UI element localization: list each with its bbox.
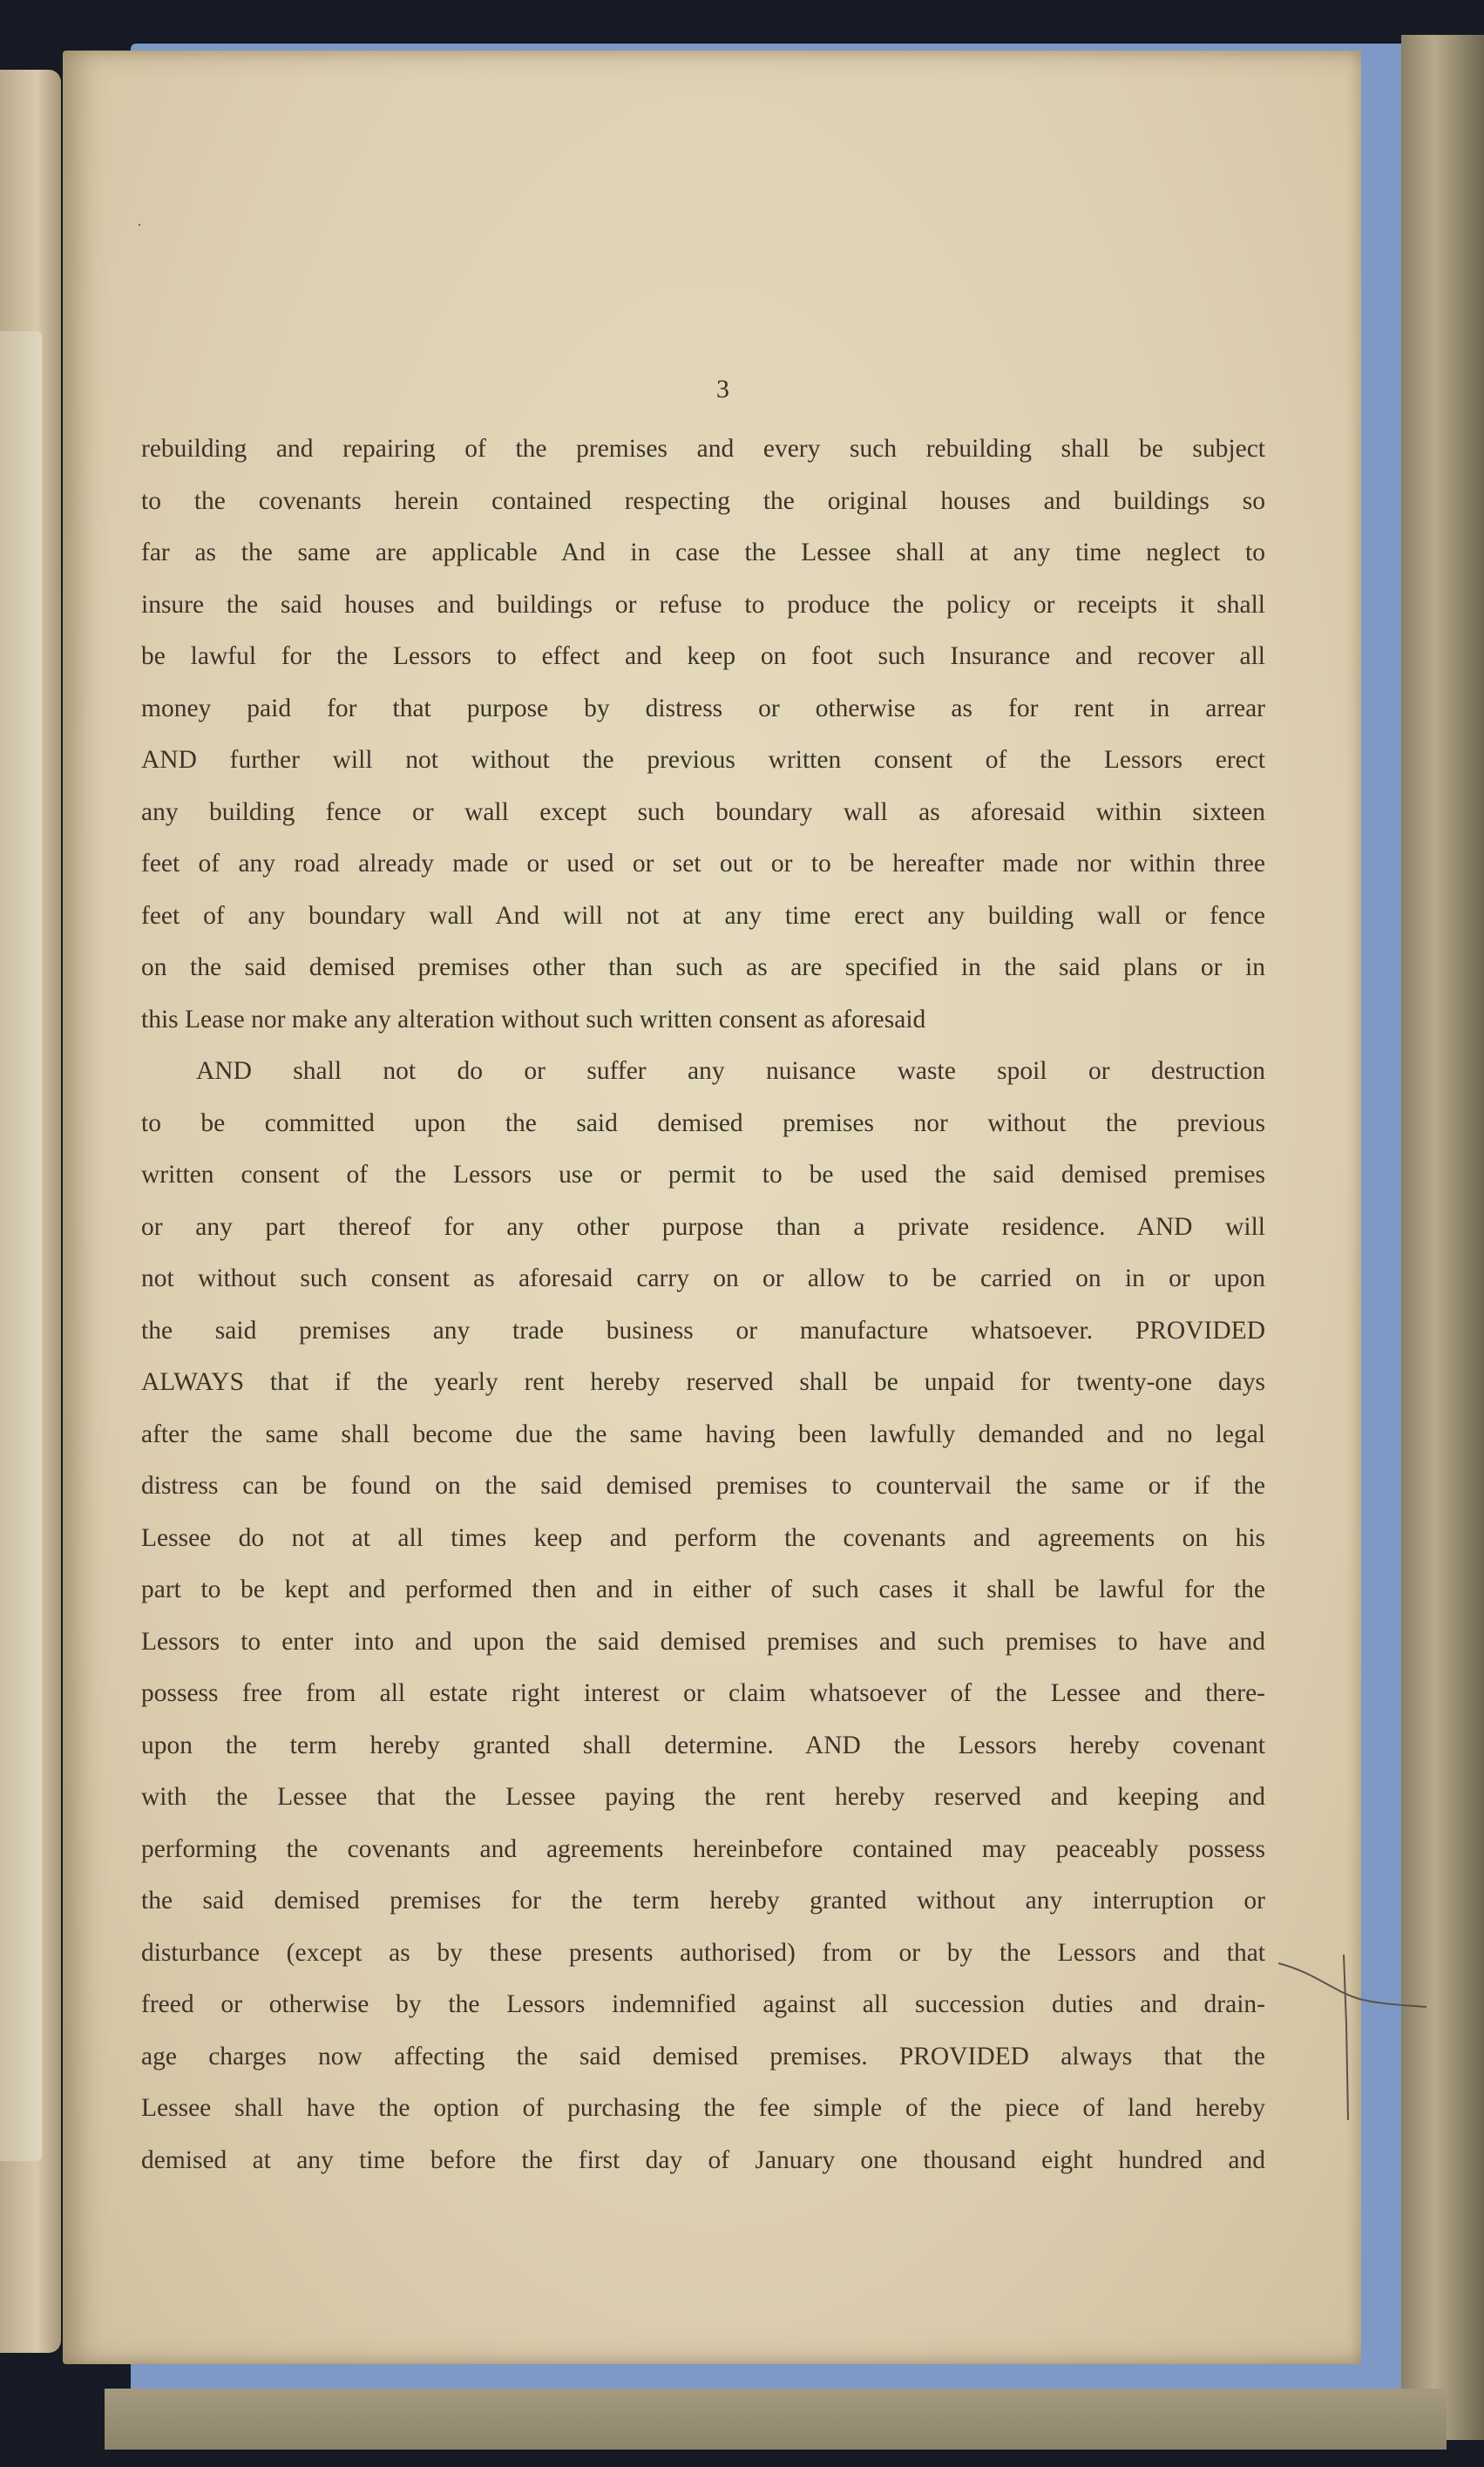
text-line: part to be kept and performed then and in either of such cases it shall be lawful for the [141,1576,1265,1603]
text-line: the said premises any trade business or manufacture whatsoever. PROVIDED [141,1316,1265,1345]
document-page [63,51,1361,2364]
text-line: Lessors to enter into and upon the said demised premises and such premises to have and [141,1627,1265,1656]
text-line: feet of any road already made or used or set out or to be hereafter made nor within three [141,850,1265,878]
text-line: to the covenants herein contained respecting the original houses and buildings so [141,486,1265,515]
text-line: this Lease nor make any alteration without such written consent as aforesaid [141,1005,926,1034]
page-number: 3 [716,375,729,403]
text-line: be lawful for the Lessors to effect and keep on foot such Insurance and recover all [141,642,1265,670]
page-stack-bottom [105,2389,1447,2450]
text-line: possess free from all estate right interest or claim whatsoever of the Lessee and there- [141,1679,1265,1707]
text-line: written consent of the Lessors use or permit to be used the said demised premises [141,1161,1265,1189]
previous-leaf-inner [0,331,42,2161]
text-line: with the Lessee that the Lessee paying the rent hereby reserved and keeping and [141,1783,1265,1811]
text-line: on the said demised premises other than such as are specified in the said plans or in [141,953,1265,981]
text-line: insure the said houses and buildings or refuse to produce the policy or receipts it shall [141,590,1265,619]
text-line: feet of any boundary wall And will not at any time erect any building wall or fence [141,901,1265,930]
text-line: the said demised premises for the term hereby granted without any interruption or [141,1887,1265,1915]
text-line: not without such consent as aforesaid carry on or allow to be carried on in or upon [141,1264,1265,1292]
text-line: or any part thereof for any other purpose than a private residence. AND will [141,1212,1265,1241]
text-line: freed or otherwise by the Lessors indemnified against all succession duties and drain- [141,1990,1265,2018]
previous-leaf-edge [0,70,61,2353]
ink-speck-icon: · [137,216,142,234]
pencil-bracket-mark-icon [1278,1955,1453,2129]
text-line: demised at any time before the first day of January one thousand eight hundred and [141,2145,1265,2174]
text-line: upon the term hereby granted shall determine. AND the Lessors hereby covenant [141,1731,1265,1759]
text-line: Lessee do not at all times keep and perform the covenants and agreements on his [141,1523,1265,1552]
text-line: AND further will not without the previous written consent of the Lessors erect [141,746,1265,774]
text-line: to be committed upon the said demised premises nor without the previous [141,1108,1265,1137]
text-line: disturbance (except as by these presents authorised) from or by the Lessors and that [141,1938,1265,1967]
text-line: ALWAYS that if the yearly rent hereby reserved shall be unpaid for twenty-one days [141,1368,1265,1396]
text-line: performing the covenants and agreements hereinbefore contained may peaceably possess [141,1834,1265,1863]
text-line: after the same shall become due the same having been lawfully demanded and no legal [141,1420,1265,1448]
text-line: AND shall not do or suffer any nuisance waste spoil or destruction [196,1057,1265,1085]
body-text [141,424,1265,2186]
text-line: Lessee shall have the option of purchasing the fee simple of the piece of land hereby [141,2094,1265,2122]
text-line: money paid for that purpose by distress or otherwise as for rent in arrear [141,694,1265,722]
text-line: any building fence or wall except such boundary wall as aforesaid within sixteen [141,797,1265,826]
text-line: far as the same are applicable And in case the Lessee shall at any time neglect to [141,539,1265,566]
text-line: distress can be found on the said demised premises to countervail the same or if the [141,1472,1265,1500]
text-line: age charges now affecting the said demised premises. PROVIDED always that the [141,2042,1265,2071]
text-line: rebuilding and repairing of the premises and every such rebuilding shall be subject [141,435,1265,463]
